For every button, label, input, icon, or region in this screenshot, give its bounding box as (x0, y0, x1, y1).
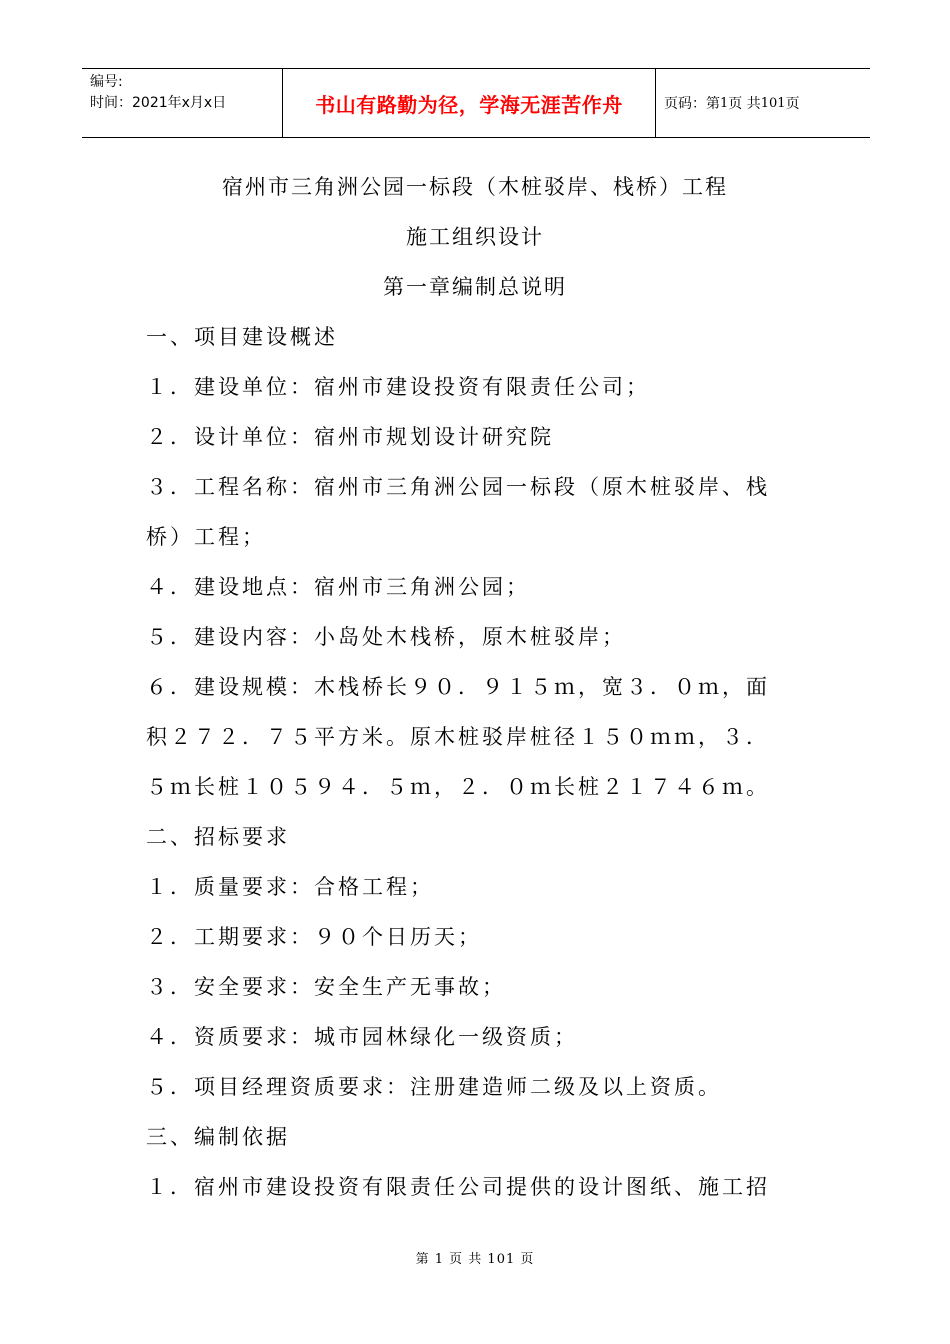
body-line: ４．资质要求：城市园林绿化一级资质； (146, 1025, 578, 1049)
body-line: ６．建设规模：木栈桥长９０．９１５ｍ，宽３．０ｍ，面 (146, 675, 770, 699)
page-footer: 第 1 页 共 101 页 (415, 1252, 535, 1267)
section-heading: 二、招标要求 (146, 825, 290, 849)
section-heading: 三、编制依据 (146, 1125, 290, 1149)
section-heading: 一、项目建设概述 (146, 325, 338, 349)
body-line: ４．建设地点：宿州市三角洲公园； (146, 575, 530, 599)
body-line: ２．工期要求：９０个日历天； (146, 925, 482, 949)
page-number: 1 (720, 95, 729, 111)
body-line: ３．安全要求：安全生产无事故； (146, 975, 506, 999)
header-page-info (656, 69, 870, 137)
body-line: ５．建设内容：小岛处木栈桥，原木桩驳岸； (146, 625, 626, 649)
page-suffix: 页 (785, 96, 800, 112)
body-line: ３．工程名称：宿州市三角洲公园一标段（原木桩驳岸、栈 (146, 475, 770, 499)
body-line: ５．项目经理资质要求：注册建造师二级及以上资质。 (146, 1075, 722, 1099)
body-line: ２．设计单位：宿州市规划设计研究院 (146, 425, 554, 449)
body-line: 积２７２．７５平方米。原木桩驳岸桩径１５０ｍｍ，３． (146, 725, 770, 749)
document-title: 施工组织设计 (406, 225, 544, 249)
page-header (82, 68, 870, 138)
body-line: １．宿州市建设投资有限责任公司提供的设计图纸、施工招 (146, 1175, 770, 1199)
body-line: 桥）工程； (146, 525, 266, 549)
number-label: 编号: (90, 74, 123, 90)
body-line: １．质量要求：合格工程； (146, 875, 434, 899)
page-total: 101 (760, 95, 786, 111)
header-motto: 书山有路勤为径，学海无涯苦作舟 (282, 69, 656, 137)
page-prefix: 页码：第 (664, 96, 720, 112)
chapter-title: 第一章编制总说明 (383, 275, 567, 299)
project-title: 宿州市三角洲公园一标段（木桩驳岸、栈桥）工程 (222, 175, 728, 199)
body-line: １．建设单位：宿州市建设投资有限责任公司； (146, 375, 650, 399)
body-line: ５ｍ长桩１０５９４．５ｍ，２．０ｍ长桩２１７４６ｍ。 (146, 775, 770, 799)
header-meta (82, 69, 282, 137)
page-mid: 页 共 (728, 96, 761, 112)
time-label: 时间：2021年x月x日 (90, 95, 227, 111)
